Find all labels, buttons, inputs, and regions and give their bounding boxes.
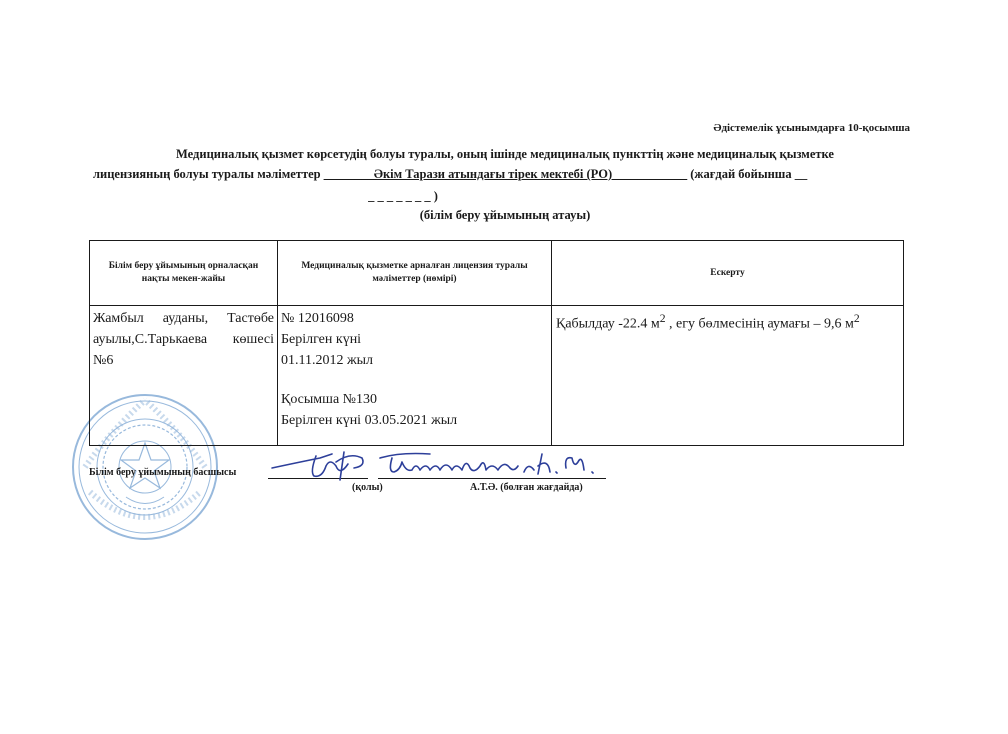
address-cell: Жамбыл ауданы, Тастөбе ауылы,С.Тарькаева көшесі №6 [90, 306, 278, 446]
license-issued-label: Берілген күні [281, 332, 362, 347]
license-appendix: Қосымша №130 [281, 392, 378, 407]
license-appendix-issued: Берілген күні 03.05.2021 жыл [281, 413, 458, 428]
header-address: Білім беру ұйымының орналасқан нақты мекен-жайы [90, 241, 278, 306]
note-cell: Қабылдау -22.4 $м^2$ , егу бөлмесінің аумағы – 9,6 $м^2$ [552, 306, 904, 446]
table-header-row [90, 241, 904, 306]
header-note: Ескерту [552, 241, 904, 306]
license-info-table [89, 240, 904, 446]
head-signature-label: Білім беру ұйымының басшысы [89, 467, 237, 478]
document-title-line2 [93, 167, 923, 182]
license-issued-date: 01.11.2012 жыл [281, 353, 374, 368]
document-title-line1: Медициналық қызмет көрсетудің болуы туралы, оның ішінде медициналық пункттің және медициналық қызметке [176, 147, 834, 161]
handwritten-signature-icon [270, 444, 615, 484]
document-title-line3: _ _ _ _ _ _ _ ) [368, 189, 438, 203]
appendix-note: Әдістемелік ұсынымдарға 10-қосымша [713, 122, 910, 134]
license-cell [278, 306, 552, 446]
organization-caption: (білім беру ұйымының атауы) [419, 208, 591, 222]
title-prefix: лицензияның болуы туралы мәліметтер [93, 167, 324, 181]
license-number: № 12016098 [281, 311, 354, 326]
table-row [90, 306, 904, 446]
organization-name-fill: ________Әкім Тарази атындағы тірек мектебі (РО)____________ [323, 167, 688, 181]
signature-caption: (қолы) [352, 482, 383, 493]
title-suffix: (жағдай бойынша __ [687, 167, 808, 181]
header-license: Медициналық қызметке арналған лицензия туралы мәліметтер (нөмірі) [278, 241, 552, 306]
name-caption: А.Т.Ә. (болған жағдайда) [470, 482, 583, 493]
